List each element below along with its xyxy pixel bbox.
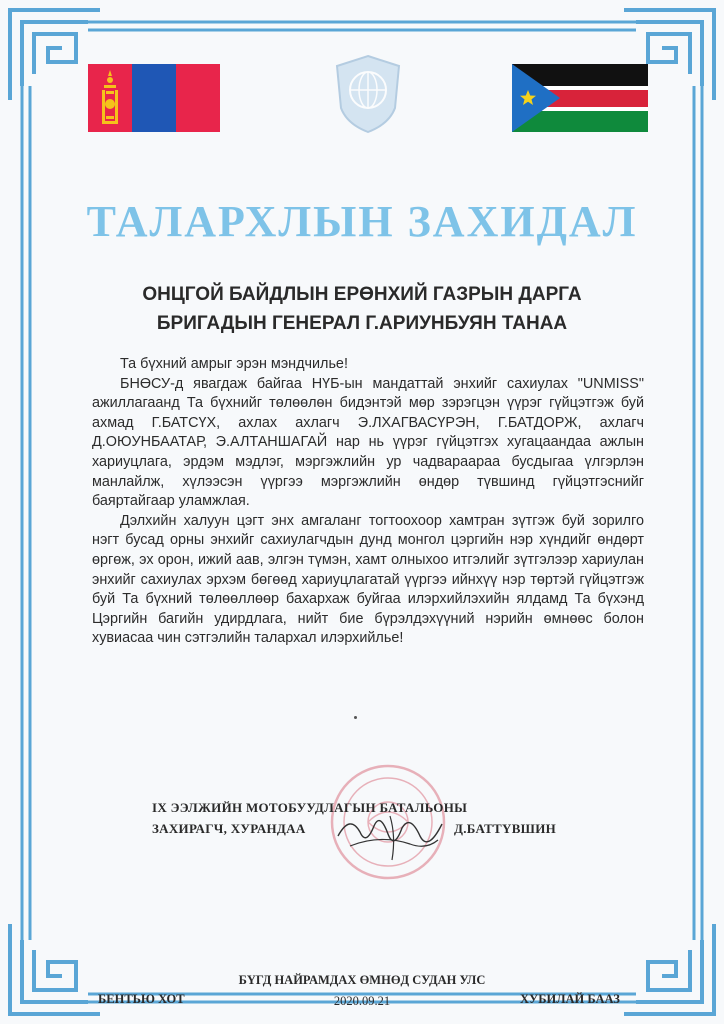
handwritten-signature [330, 806, 450, 866]
addressee-line-2: БРИГАДЫН ГЕНЕРАЛ Г.АРИУНБУЯН ТАНАА [156, 313, 568, 334]
footer-country: БҮГД НАЙРАМДАХ ӨМНӨД СУДАН УЛС [238, 973, 486, 987]
signatory-unit: IX ЭЭЛЖИЙН МОТОБУУДЛАГЫН БАТАЛЬОНЫ [152, 800, 468, 815]
footer-date: 2020.09.21 [333, 994, 391, 1008]
mongolia-flag [88, 64, 220, 132]
body-paragraph-2: Дэлхийн халуун цэгт энх амгаланг тогтоохоор хамтран зүтгэж буй зорилго нэгт бусад орны энхийг сахиулагчдын дунд монгол цэргийн нэр хүндийг өндөрт өргөж, эх орон, ижий аав, элгэн түмэн, хамт олныхоо итгэлийг зүтгэлээр хариулан энхийг сахиулах эрхэм бөгөөд хариуцлагатай үүргээ ийнхүү нэр төртэй гүйцэтгэж буй Та бүхний төлөөллөөр бахархаж буйгаа илэрхийлэхийн ялдамд Та бүхэнд Цэргийн багийн удирдлага, нийт бие бүрэлдэхүүний нэрийн өмнөөс болон хувиасаа чин сэтгэлийн талархал илэрхийлье! [92, 512, 644, 647]
letter-body [92, 355, 644, 649]
letter-title: ТАЛАРХЛЫН ЗАХИДАЛ [86, 197, 638, 246]
ink-dot [354, 716, 357, 719]
signatory-name: Д.БАТТҮВШИН [454, 821, 557, 836]
un-emblem-icon [333, 54, 403, 134]
body-paragraph-1: БНӨСУ-д явагдаж байгаа НҮБ-ын мандаттай энхийг сахиулах "UNMISS" ажиллагаанд Та бүхнийг төлөөлөн бидэнтэй мөр зэрэгцэн үүрэг гүйцэтгэж буй ахмад Г.БАТСҮХ, ахлах ахлагч Э.ЛХАГВАСҮРЭН, Г.БАТДОРЖ, ахлагч Д.ОЮУНБААТАР, Э.АЛТАНШАГАЙ нар нь үүрэг гүйцэтгэх хугацаандаа ажлын хариуцлага, эрдэм мэдлэг, мэргэжлийн ур чадвараараа бусдыгаа үлгэрлэн манлайлж, хүлээсэн үүргээ мэргэжлийн өндөр түвшинд гүйцэтгэснийг баяртайгаар уламжлая. [92, 375, 644, 510]
footer-city: БЕНТЬЮ ХОТ [98, 992, 185, 1006]
south-sudan-flag [512, 64, 648, 132]
addressee-line-1: ОНЦГОЙ БАЙДЛЫН ЕРӨНХИЙ ГАЗРЫН ДАРГА [142, 284, 582, 305]
greeting: Та бүхний амрыг эрэн мэндчилье! [120, 356, 348, 372]
signatory-title: ЗАХИРАГЧ, ХУРАНДАА [152, 821, 306, 836]
footer-base: ХУБИЛАЙ БААЗ [520, 992, 620, 1006]
